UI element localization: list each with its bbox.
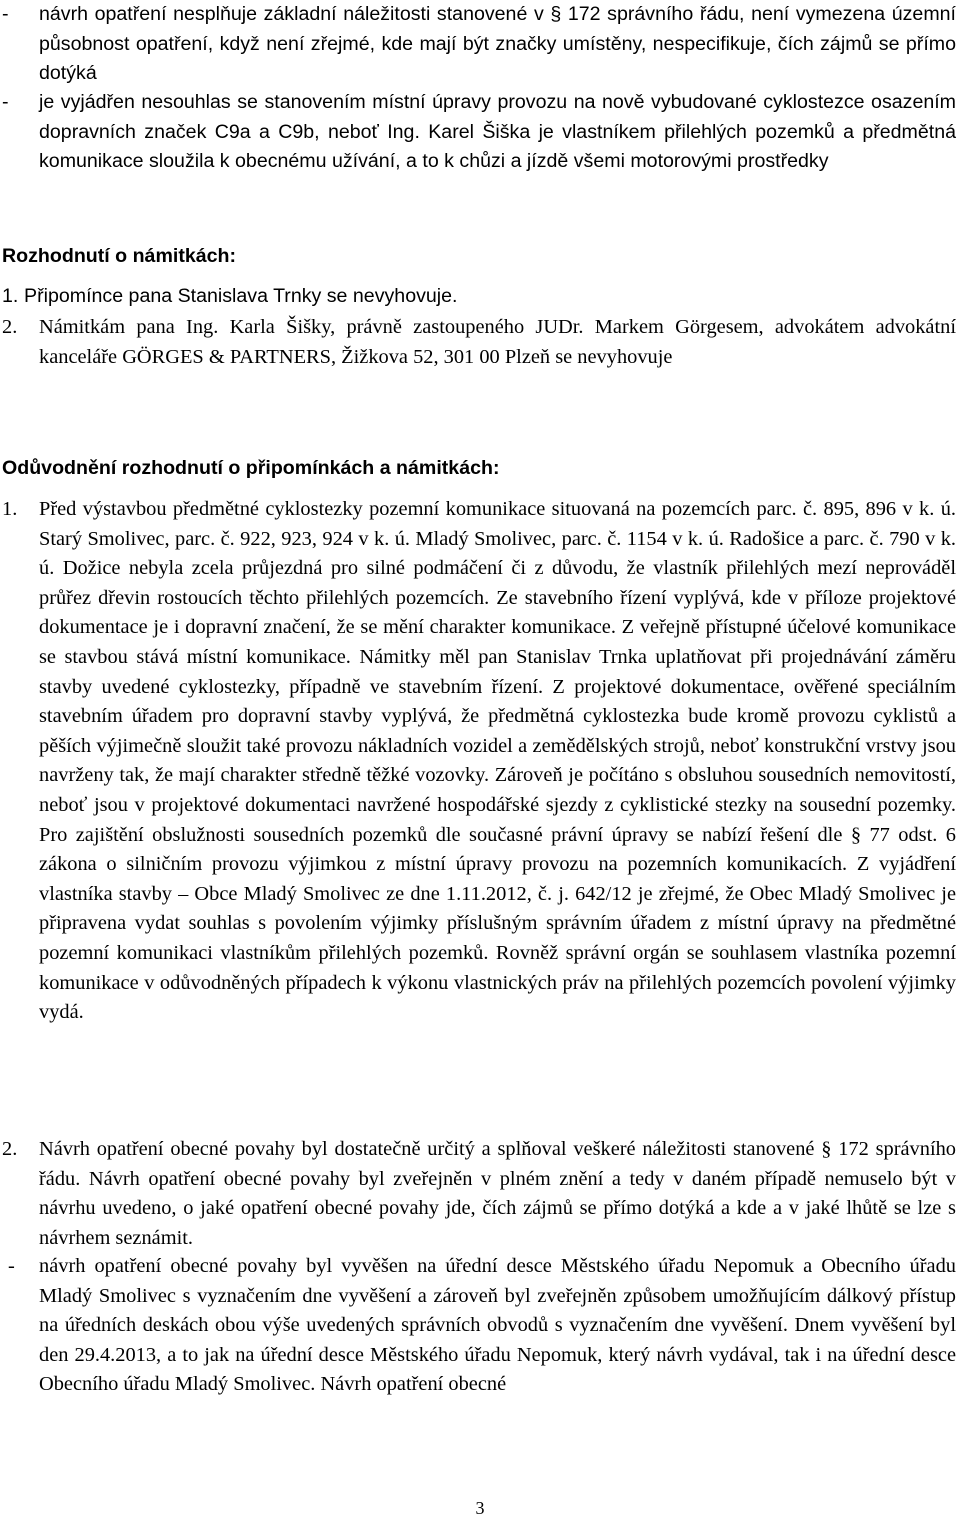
page-number: 3 — [475, 1498, 485, 1518]
dash-marker: - — [2, 91, 9, 113]
dash-marker: - — [2, 3, 9, 25]
dash-item — [2, 0, 956, 89]
dash-item — [2, 88, 956, 177]
reasoning-heading: Odůvodnění rozhodnutí o připomínkách a námitkách: — [2, 457, 500, 479]
item-number: 1. — [2, 498, 18, 520]
item-number: 2. — [2, 1138, 18, 1160]
dash-text: návrh opatření obecné povahy byl vyvěšen na úřední desce Městského úřadu Nepomuk a Obecního úřadu Mladý Smolivec s vyznačením dne vyvěšení a zároveň byl zveřejněn způsobem umožňujícím dálkový přístup na úředních deskách obou výše uvedených správních obvodů s vyznačením dne vyvěšení. Dnem vyvěšení byl den 29.4.2013, a to jak na úřední desce Městského úřadu Nepomuk, který návrh vydával, tak i na úřední desce Obecního úřadu Mladý Smolivec. Návrh opatření obecné — [39, 1255, 956, 1396]
item-text: Námitkám pana Ing. Karla Šišky, právně zastoupeného JUDr. Markem Görgesem, advokátem advokátní kanceláře GÖRGES & PARTNERS, Žižkova 52, 301 00 Plzeň se nevyhovuje — [39, 316, 956, 368]
item-text: Připomínce pana Stanislava Trnky se nevyhovuje. — [24, 285, 458, 307]
dash-marker: - — [8, 1255, 15, 1277]
item-number: 1. — [2, 285, 19, 307]
item-text: Před výstavbou předmětné cyklostezky pozemní komunikace situovaná na pozemcích parc. č. 895, 896 v k. ú. Starý Smolivec, parc. č. 922, 923, 924 v k. ú. Mladý Smolivec, parc. č. 1154 v k. ú. Radošice a parc. č. 790 v k. ú. Dožice nebyla zcela průjezdná pro silné podmáčení či z důvodu, že vlastník přilehlých mezí neprováděl průřez dřevin rostoucích těchto přilehlých pozemcích. Ze stavebního řízení vyplývá, kde v příloze projektové dokumentace je i dopravní značení, že se mění charakter komunikace. Z veřejně přístupné účelové komunikace se stavbou stává místní komunikace. Námitky měl pan Stanislav Trnka uplatňovat při projednávání záměru stavby uvedené cyklostezky, případně ve stavebním řízení. Z projektové dokumentace, ověřené speciálním stavebním úřadem pro dopravní stavby vyplývá, že předmětná cyklostezka bude kromě provozu cyklistů a pěších výjimečně sloužit také provozu nákladních vozidel a zemědělských strojů, neboť konstrukční vrstvy jsou navrženy tak, že mají charakter středně těžké vozovky. Zároveň je počítáno s obsluhou sousedních nemovitostí, neboť jsou v projektové dokumentaci navržené hospodářské sjezdy z cyklistické stezky na sousední pozemky. Pro zajištění obslužnosti sousedních pozemků dle současné právní úpravy se nabízí řešení dle § 77 odst. 6 zákona o silničním provozu výjimkou z místní úpravy provozu na pozemních komunikacích. Z vyjádření vlastníka stavby – Obce Mladý Smolivec ze dne 1.11.2012, č. j. 642/12 je zřejmé, že Obec Mladý Smolivec je připravena vydat souhlas s povolením výjimky příslušným správním úřadem z místní úpravy na předmětné pozemní komunikaci vlastníkům přilehlých pozemků. Rovněž správní orgán se souhlasem vlastníka pozemní komunikace v odůvodněných případech k výkonu vlastnických práv na přilehlých pozemcích povolení výjimky vydá. — [39, 498, 956, 1024]
reason-item — [2, 495, 956, 1028]
dash-text: návrh opatření nesplňuje základní náležitosti stanovené v § 172 správního řádu, není vymezena územní působnost opatření, když není zřejmé, kde mají být značky umístěny, nespecifikuje, čích zájmů se přímo dotýká — [39, 3, 956, 85]
dash-item — [2, 1252, 956, 1400]
dash-text: je vyjádřen nesouhlas se stanovením místní úpravy provozu na nově vybudované cyklostezce osazením dopravních značek C9a a C9b, neboť Ing. Karel Šiška je vlastníkem přilehlých pozemků a předmětná komunikace sloužila k obecnému užívání, a to k chůzi a jízdě všemi motorovými prostředky — [39, 91, 956, 173]
reason-item — [2, 1135, 956, 1253]
item-number: 2. — [2, 316, 18, 338]
item-text: Návrh opatření obecné povahy byl dostatečně určitý a splňoval veškeré náležitosti stanovené § 172 správního řádu. Návrh opatření obecné povahy byl zveřejněn v plném znění a tedy v daném případě nemuselo být v návrhu uvedeno, o jaké opatření obecné povahy jde, čích zájmů se přímo dotýká a kde a v jaké lhůtě se lze s návrhem seznámit. — [39, 1138, 956, 1249]
decision-heading: Rozhodnutí o námitkách: — [2, 245, 237, 267]
decision-item — [2, 282, 956, 312]
decision-item — [2, 313, 956, 372]
